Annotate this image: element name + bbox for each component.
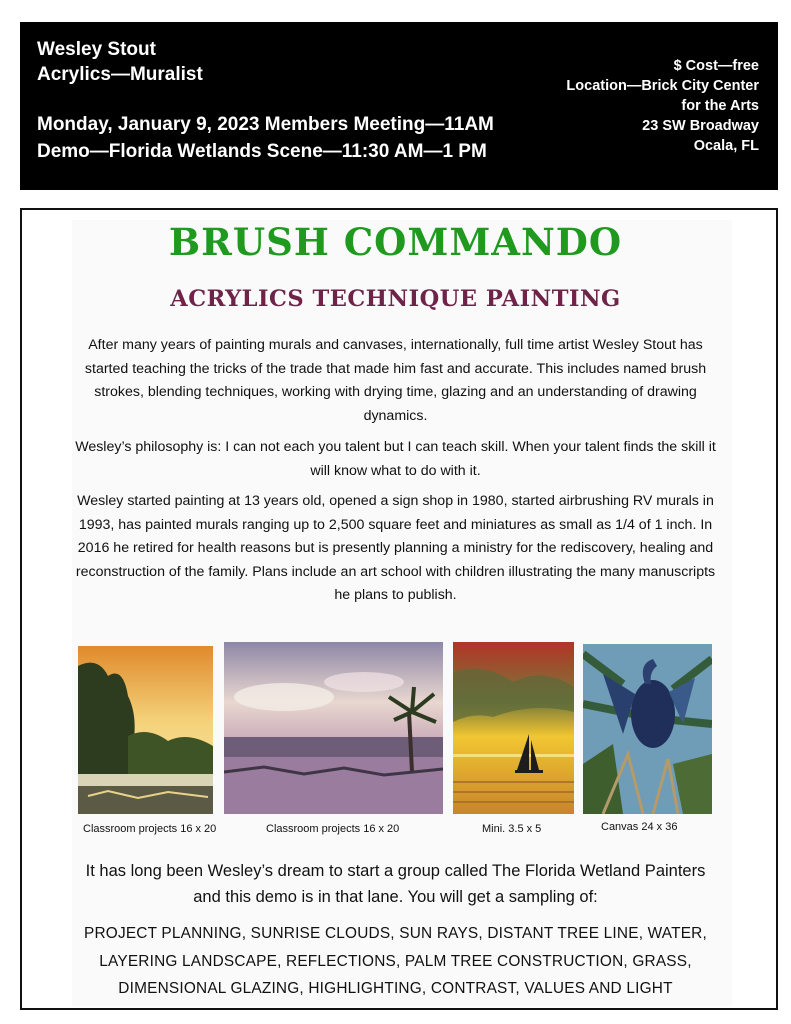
gallery-caption-4: Canvas 24 x 36 xyxy=(601,821,678,833)
meeting-line: Monday, January 9, 2023 Members Meeting—11AM xyxy=(37,114,494,135)
sailboat-sunset-painting-icon xyxy=(453,642,574,814)
heron-palms-painting-icon xyxy=(583,644,712,814)
palm-wetland-painting-icon xyxy=(224,642,443,814)
skills-list: PROJECT PLANNING, SUNRISE CLOUDS, SUN RAYS, DISTANT TREE LINE, WATER, LAYERING LANDSCAPE, REFLECTIONS, PALM TREE CONSTRUCTION, GRASS, DIMENSIONAL GLAZING, HIGHLIGHTING, CONTRAST, VALUES AND LIGHT xyxy=(84,925,707,997)
demo-line: Demo—Florida Wetlands Scene—11:30 AM—1 PM xyxy=(37,141,487,162)
city-line: Ocala, FL xyxy=(693,138,759,154)
intro-paragraph: After many years of painting murals and canvases, internationally, full time artist Wesley Stout has started teaching the tricks of the trade that made him fast and accurate. This includes named brush strokes, blending techniques, working with drying time, glazing and an understanding of drawing dynamics. xyxy=(84,337,707,424)
dream-paragraph: It has long been Wesley’s dream to start a group called The Florida Wetland Painters and this demo is in that lane. You will get a sampling of: xyxy=(85,862,706,906)
artist-role: Acrylics—Muralist xyxy=(37,64,203,85)
address-line: 23 SW Broadway xyxy=(642,118,759,134)
header-right xyxy=(566,56,759,156)
header-left xyxy=(37,37,494,165)
painting-gallery xyxy=(0,642,791,842)
gallery-caption-2: Classroom projects 16 x 20 xyxy=(266,823,400,835)
sunset-marsh-painting-icon xyxy=(78,646,213,814)
artist-name: Wesley Stout xyxy=(37,39,156,60)
page-subtitle: ACRYLICS TECHNIQUE PAINTING xyxy=(170,286,621,312)
event-header xyxy=(20,22,778,190)
event-info xyxy=(37,111,494,165)
gallery-caption-1: Classroom projects 16 x 20 xyxy=(83,823,217,835)
page-title: BRUSH COMMANDO xyxy=(168,220,623,264)
gallery-caption-3: Mini. 3.5 x 5 xyxy=(482,823,542,835)
location-line-2: for the Arts xyxy=(681,98,759,114)
location-line: Location—Brick City Center xyxy=(566,78,759,94)
cost-line: $ Cost—free xyxy=(673,58,759,74)
bio-paragraph: Wesley started painting at 13 years old, opened a sign shop in 1980, started airbrushing RV murals in 1993, has painted murals ranging up to 2,500 square feet and miniatures as small as 1/4 of 1 inch. In 2016 he retired for health reasons but is presently planning a ministry for the rediscovery, healing and reconstruction of the family. Plans include an art school with children illustrating the many manuscripts he plans to publish. xyxy=(75,493,716,603)
philosophy-paragraph: Wesley’s philosophy is: I can not each you talent but I can teach skill. When your talent finds the skill it will know what to do with it. xyxy=(75,439,716,479)
